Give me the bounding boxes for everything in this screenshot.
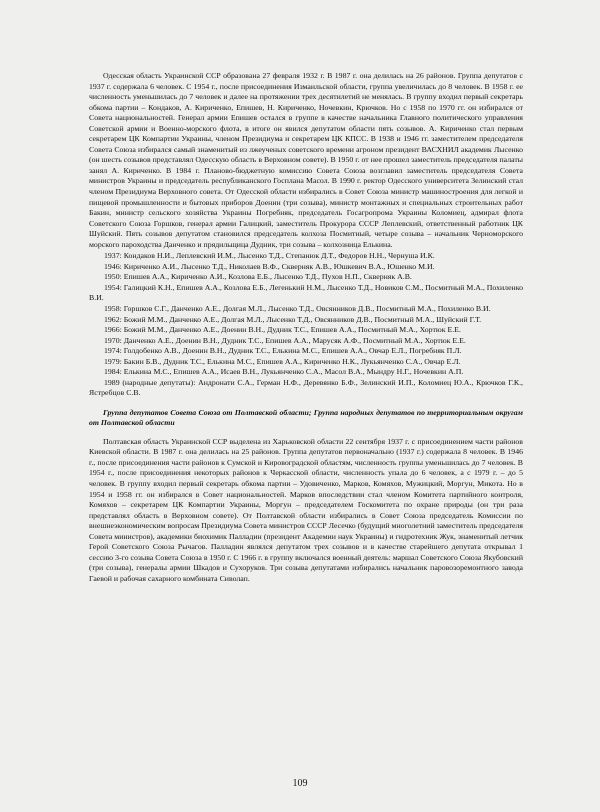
roster-entry-1937: 1937: Кондаков Н.И., Леплевский И.М., Лысенко Т.Д., Степанюк Д.Т., Федоров Н.Н., Чернуша И.К. xyxy=(104,251,435,261)
roster-entry-1950: 1950: Епишев А.А., Кириченко А.И., Козлова Е.Б., Лысенко Т.Д., Пухов Н.П., Скверняк А.В. xyxy=(104,272,412,282)
roster-entry-1979: 1979: Бакин Б.В., Дудник Т.С., Елькина М.С., Епишев А.А., Кириченко Н.К., Лукьянченко С.А., Овчар Е.Л. xyxy=(104,356,461,366)
odessa-paragraph: Одесская область Украинской ССР образована 27 февраля 1932 г. В 1987 г. она делилась на 26 районов. Группа депутатов с 1937 г. содержала 6 человек. С 1954 г., после присоединения Измаильской области, группа увеличилась до 8 человек. В 1958 г. ее численность уменьшилась до 7 человек и далее на протяжении трех десятилетий не менялась. В группу входил первый секретарь обкома партии – Кондаков, А. Кириченко, Епишев, Н. Кириченко, Ночевкин, Крючков. Но с 1958 по 1970 гг. он избирался от Совета национальностей. Генерал армии Епишев остался в группе в качестве начальника Главного политического управления Советской армии и Военно-морского флота, в итоге он явился депутатом области пять созывов. А. Кириченко стал первым секретарем ЦК Компартии Украины, членом Президиума и секретарем ЦК КПСС. В 1938 и 1946 гг. заместителем председателя Совета Союза избирался самый знаменитый из лжеученых советского времени агроном президент ВАСХНИЛ академик Лысенко (он шесть созывов представлял Одесскую область в Верховном совете). В 1950 г. от нее прошел заместитель председателя палаты занял А. Кириченко. В 1984 г. Планово-бюджетную комиссию Совета Союза возглавил заместитель председателя Совета министров Украины и председатель республиканского Госплана Масол. В 1990 г. ректор Одесского университета Зелинский стал членом Президиума Верховного совета. От Одесской области избирались в Совет Союза министр машиностроения для легкой и пищевой промышленности и бытовых приборов Доенин (три созыва), министр монтажных и специальных строительных работ Бакин, министр сельского хозяйства Украины Погребняк, председатель Госагропрома Украины Коломиец, адмирал флота Советского Союза Горшков, генерал армии Галицкий, заместитель Прокурора СССР Леплевский, ответственный работник ЦК Шуйский. Пять созывов депутатом становился председатель колхоза Посмитный, четыре созыва – начальник Черноморского морского пароходства Данченко и прядильщица Дудник, три созыва – колхозница Елькина. xyxy=(89,71,523,249)
roster-entry-1984: 1984: Елькина М.С., Епишев А.А., Исаев В.Н., Лукьянченко С.А., Масол В.А., Мындру Н.Г., Ночевкин А.П. xyxy=(104,367,464,377)
roster-entry-1989: 1989 (народные депутаты): Андронати С.А., Герман Н.Ф., Деревянко Б.Ф., Зелинский И.П., Коломиец Ю.А., Крючков Г.К., Ястребцов С.В. xyxy=(89,377,523,398)
roster-entry-1966: 1966: Божий М.М., Данченко А.Е., Доенин В.Н., Дудник Т.С., Епишев А.А., Посмитный М.А., Хортюк Е.Е. xyxy=(104,325,461,335)
page-number: 109 xyxy=(292,778,308,789)
roster-entry-1962: 1962: Божий М.М., Данченко А.Е., Долгая М.Л., Лысенко Т.Д., Овсянников Д.В., Посмитный М.А., Шуйский Г.Т. xyxy=(104,314,482,324)
roster-entry-1974: 1974: Голдобенко А.В., Доенин В.Н., Дудник Т.С., Елькина М.С., Епишев А.А., Овчар Е.Л., Погребняк П.Л. xyxy=(104,346,462,356)
roster-entry-1970: 1970: Данченко А.Е., Доенин В.Н., Дудник Т.С., Епишев А.А., Марусяк А.Ф., Посмитный М.А., Хортюк Е.Е. xyxy=(104,335,466,345)
roster-entry-1958: 1958: Горшков С.Г., Данченко А.Е., Долгая М.Л., Лысенко Т.Д., Овсянников Д.В., Посмитный М.А., Похиленко В.И. xyxy=(104,304,491,314)
poltava-paragraph: Полтавская область Украинской ССР выделена из Харьковской области 22 сентября 1937 г. с присоединением части районов Киевской области. В 1987 г. она делилась на 25 районов. Группа депутатов первоначально (1937 г.) содержала 8 человек. В 1946 г., после присоединения части районов к Сумской и Кировоградской областям, численность группы уменьшилась до 7 человек. В 1954 г., после присоединения некоторых районов к Черкасской области, численность упала до 6 человек, а с 1979 г. – до 5 человек. В группу входил первый секретарь обкома партии – Удовиченко, Марков, Комяхов, Мужицкий, Моргун, Микота. Но в 1954 и 1958 гг. он избирался в Совет национальностей. Марков впоследствии стал членом Комитета партийного контроля, Комяхов – секретарем ЦК Компартии Украины, Моргун – председателем Госкомитета по охране природы (он три раза представлял область в Верховном совете). От Полтавской области избирались в Совет Союза председатель Комиссии по внешнеэкономическим вопросам Президиума Совета министров СССР Лесечко (будущий многолетний заместитель председателя Совета министров), академики биохимик Палладин (президент Академии наук Украины) и гидротехник Жук, знаменитый летчик Герой Советского Союза Рычагов. Палладин являлся депутатом трех созывов и в качестве старейшего депутата открывал 1 сессию 3-го созыва Совета Союза в 1950 г. С 1966 г. в группу включался военный деятель: маршал Советского Союза Якубовский (три созыва), генералы армии Шкадов и Сухоруков. Три созыва депутатами избирались начальник паровозоремонтного завода Гаевой и рабочая сахарного комбината Сиволап. xyxy=(89,436,523,583)
roster-entry-1954: 1954: Галицкий К.Н., Епишев А.А., Козлова Е.Б., Легенький Н.М., Лысенко Т.Д., Новиков С.М., Посмитный М.А., Похиленко В.И. xyxy=(89,282,523,303)
odessa-deputy-roster xyxy=(89,251,523,399)
poltava-section-heading: Группа депутатов Совета Союза от Полтавской области; Группа народных депутатов по территориальным округам от Полтавской области xyxy=(89,407,523,428)
roster-entry-1946: 1946: Кириченко А.И., Лысенко Т.Д., Николаев В.Ф., Скверняк А.В., Юшкевич В.А., Юшенко М.И. xyxy=(104,261,435,271)
